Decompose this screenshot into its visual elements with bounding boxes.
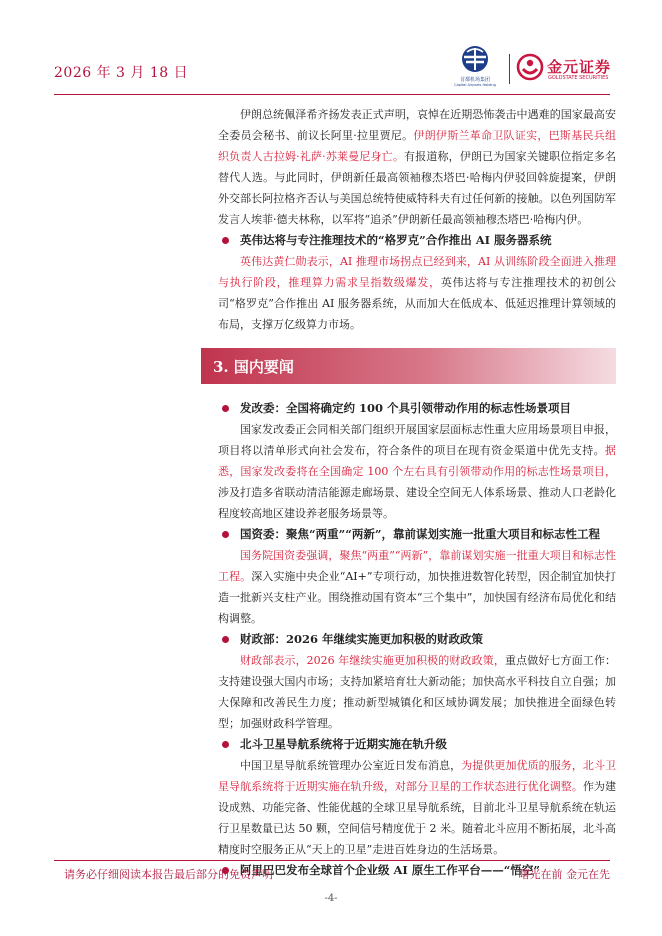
highlight-text: 为提供更加优质的服务，北斗卫星导航系统将于近期实施在轨升级，对部分卫星的工作状态进行优化调整。 xyxy=(218,759,617,793)
paragraph-text: 英伟达将与专注推理技术的初创公司“格罗克”合作推出 AI 服务器系统，从而加大在低成本、低延迟推理计算领域的布局，支撑万亿级算力市场。 xyxy=(218,276,617,331)
highlight-text: 财政部表示，2026 年继续实施更加积极的财政政策， xyxy=(240,654,505,667)
bullet-icon xyxy=(222,741,229,748)
paragraph-text: 中国卫星导航系统管理办公室近日发布消息， xyxy=(240,759,462,772)
goldstate-emblem-icon xyxy=(516,53,544,81)
paragraph-nvidia xyxy=(218,251,616,335)
news-item-title xyxy=(218,230,616,251)
paragraph-mof xyxy=(218,650,616,734)
news-title-text: 英伟达将与专注推理技术的“格罗克”合作推出 AI 服务器系统 xyxy=(240,233,552,247)
capital-airports-emblem-icon xyxy=(452,42,498,76)
report-date: 2026 年 3 月 18 日 xyxy=(54,65,189,81)
paragraph-text: 重点做好七方面工作：支持建设强大国内市场；支持加紧培育壮大新动能；加快高水平科技自立自强；加大保障和改善民生力度；推动新型城镇化和区域协调发展；加快推进全面绿色转型；加强财政科学管理。 xyxy=(218,654,616,730)
paragraph-iran xyxy=(218,104,616,230)
report-body-top xyxy=(218,104,616,335)
news-title-text: 发改委：全国将确定约 100 个具引领带动作用的标志性场景项目 xyxy=(240,401,572,415)
page-number: -4- xyxy=(324,893,338,904)
paragraph-beidou xyxy=(218,755,616,860)
footer-divider xyxy=(54,860,610,861)
paragraph-text: 国家发改委正会同相关部门组织开展国家层面标志性重大应用场景项目申报，项目将以清单形式向社会发布，符合条件的项目在现有资金渠道中优先支持。 xyxy=(218,423,616,457)
bullet-icon xyxy=(222,636,229,643)
highlight-text: 据悉，国家发改委将在全国确定 100 个左右具有引领带动作用的标志性场景项目， xyxy=(218,444,616,478)
news-title-text: 北斗卫星导航系统将于近期实施在轨升级 xyxy=(240,737,447,751)
section-title: 3. 国内要闻 xyxy=(213,358,294,376)
section-heading-bar xyxy=(201,348,616,384)
report-body-domestic xyxy=(218,398,616,881)
news-item-title xyxy=(218,524,616,545)
paragraph-sasac xyxy=(218,545,616,629)
goldstate-english-name: GOLDSTATE SECURITIES xyxy=(548,75,609,81)
paragraph-text: 作为建设成熟、功能完备、性能优越的全球卫星导航系统，目前北斗卫星导航系统在轨运行卫星数量已达 50 颗，空间信号精度优于 2 米。随着北斗应用不断拓展，北斗高精度时空服务正从“天上的卫星”走进百姓身边的生活场景。 xyxy=(218,780,617,856)
news-title-text: 财政部：2026 年继续实施更加积极的财政政策 xyxy=(240,632,484,646)
capital-airports-sub: Capital Airports Holding xyxy=(454,83,496,87)
bullet-icon xyxy=(222,531,229,538)
bullet-icon xyxy=(222,237,229,244)
news-title-text: 阿里巴巴发布全球首个企业级 AI 原生工作平台——“悟空” xyxy=(240,863,541,877)
paragraph-text: 深入实施中央企业“AI+”专项行动，加快推进数智化转型，因企制宜加快打造一批新兴支柱产业。围绕推动国有资本“三个集中”，加快国有经济布局优化和结构调整。 xyxy=(218,570,616,625)
highlight-text: 伊朗伊斯兰革命卫队证实，巴斯基民兵组织负责人古拉姆·礼萨·苏莱曼尼身亡。 xyxy=(218,129,617,163)
news-item-title xyxy=(218,734,616,755)
highlight-text: 国务院国资委强调，聚焦“两重”“两新”，靠前谋划实施一批重大项目和标志性工程。 xyxy=(218,549,616,583)
footer-slogan: 曙光在前 金元在先 xyxy=(518,868,610,881)
news-item-title xyxy=(218,629,616,650)
footer-disclaimer: 请务必仔细阅读本报告最后部分的免责声明 xyxy=(64,868,273,881)
paragraph-text: 伊朗总统佩泽希齐扬发表正式声明，哀悼在近期恐怖袭击中遇难的国家最高安全委员会秘书、前议长阿里·拉里贾尼。 xyxy=(218,108,616,142)
goldstate-name: 金元证券 xyxy=(547,58,612,76)
header-divider xyxy=(54,94,610,95)
news-item-title xyxy=(218,398,616,419)
highlight-text: 英伟达黄仁勋表示，AI 推理市场拐点已经到来，AI 从训练阶段全面进入推理与执行阶段，推理算力需求呈指数级爆发， xyxy=(218,255,616,289)
paragraph-ndrc xyxy=(218,419,616,524)
page-header xyxy=(0,0,662,100)
paragraph-text: 涉及打造多省联动清洁能源走廊场景、建设全空间无人体系场景、推动人口老龄化程度较高地区建设养老服务场景等。 xyxy=(218,486,616,520)
paragraph-text: 有报道称，伊朗已为国家关键职位指定多名替代人选。与此同时，伊朗新任最高领袖穆杰塔巴·哈梅内伊驳回斡旋提案，伊朗外交部长阿拉格齐否认与美国总统特使威特科夫有过任何新的接触。以色列国防军发言人埃菲·德夫林称，以军将“追杀”伊朗新任最高领袖穆杰塔巴·哈梅内伊。 xyxy=(218,150,616,226)
logo-divider xyxy=(509,54,510,84)
bullet-icon xyxy=(222,405,229,412)
news-title-text: 国资委：聚焦“两重”“两新”，靠前谋划实施一批重大项目和标志性工程 xyxy=(240,527,600,541)
capital-airports-name: 首都机场集团 xyxy=(459,77,490,83)
